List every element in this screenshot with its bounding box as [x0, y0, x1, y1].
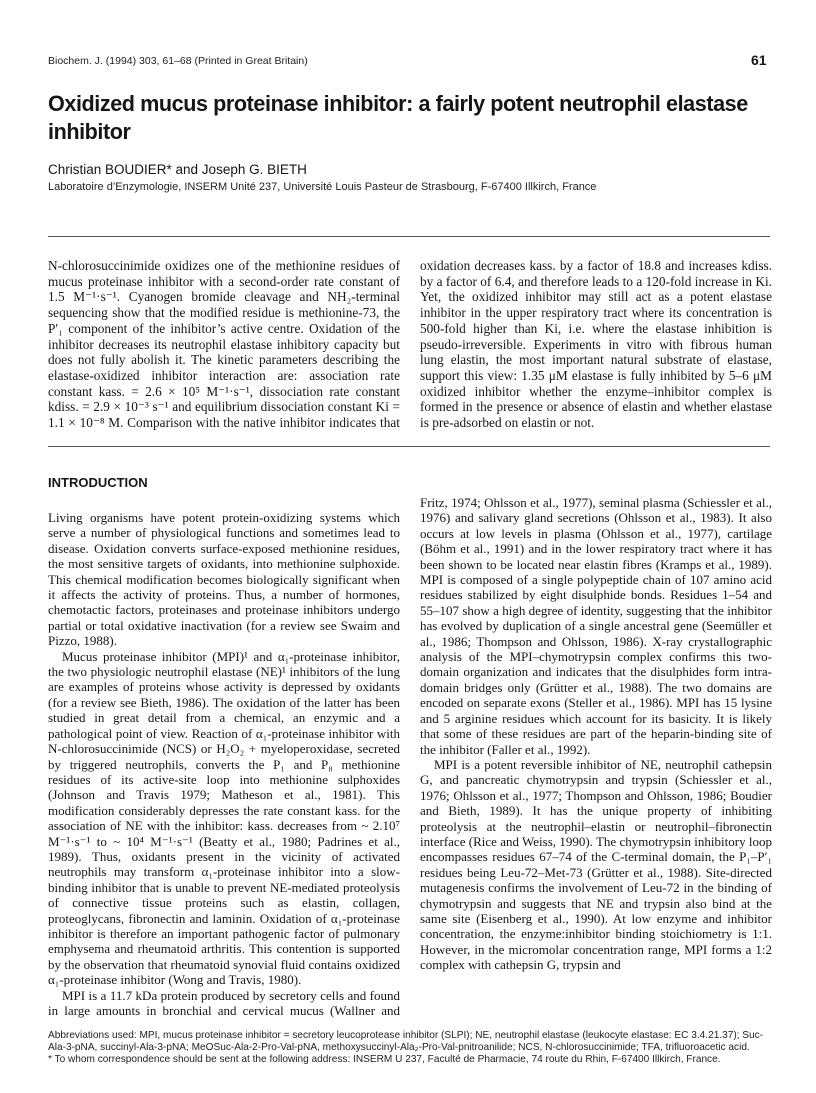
- article-body: [48, 475, 772, 1020]
- body-paragraph: MPI is a 11.7 kDa protein produced by secretory cells and found in large amounts in bronchial and cervical mucus (Wallner and Fritz, 1974; Ohlsson et al., 1977), seminal plasma (Schiessler et al., 1976) and salivary gland secretions (Ohlsson et al., 1983). It also occurs at low levels in plasma (Ohlsson et al., 1977), cartilage (Böhm et al., 1991) and in the lower respiratory tract where it has been shown to be located near elastin fibres (Kramps et al., 1989). MPI is composed of a single polypeptide chain of 107 amino acid residues stabilized by eight disulphide bonds. Residues 1–54 and 55–107 show a high degree of identity, suggesting that the inhibitor has evolved by duplication of a single ancestral gene (Seemüller et al., 1986; Thompson and Ohlsson, 1986). X-ray crystallographic analysis of the MPI–chymotrypsin complex confirms this two-domain organization and indicates that the disulphides form intra-domain bridges only (Grütter et al., 1988). The two domains are encoded on separate exons (Steller et al., 1986). MPI has 15 lysine and 5 arginine residues which account for its basicity. It is likely that some of these residues are part of the heparin-binding site of the inhibitor (Faller et al., 1992).: [48, 495, 772, 1018]
- abstract: N-chlorosuccinimide oxidizes one of the methionine residues of mucus proteinase inhibitor with a second-order rate constant of 1.5 M⁻¹·s⁻¹. Cyanogen bromide cleavage and NH₂-terminal sequencing show that the modified residue is methionine-73, the P′₁ component of the inhibitor’s active centre. Oxidation of the inhibitor decreases its neutrophil elastase inhibitory capacity but does not fully abolish it. The kinetic parameters describing the elastase-oxidized inhibitor interaction are: association rate constant kass. = 2.6 × 10⁵ M⁻¹·s⁻¹, dissociation rate constant kdiss. = 2.9 × 10⁻³ s⁻¹ and equilibrium dissociation constant Ki = 1.1 × 10⁻⁸ M. Comparison with the native inhibitor indicates that oxidation decreases kass. by a factor of 18.8 and increases kdiss. by a factor of 6.4, and therefore leads to a 120-fold increase in Ki. Yet, the oxidized inhibitor may still act as a potent elastase inhibitor in the upper respiratory tract where its concentration is 500-fold higher than Ki, i.e. where the elastase inhibition is pseudo-irreversible. Experiments in vitro with fibrous human lung elastin, the most important natural substrate of elastase, support this view: 1.35 μM elastase is fully inhibited by 5–6 μM oxidized inhibitor whether the enzyme–inhibitor complex is formed in the presence or absence of elastin and whether elastase is pre-adsorbed on elastin or not.: [48, 258, 772, 431]
- abstract-bottom-rule: [48, 446, 770, 447]
- article-title: Oxidized mucus proteinase inhibitor: a fairly potent neutrophil elastase inhibitor: [48, 91, 748, 144]
- author-affiliation: Laboratoire d’Enzymologie, INSERM Unité 237, Université Louis Pasteur de Strasbourg, F-67400 Illkirch, France: [48, 181, 597, 193]
- body-paragraph: MPI is a potent reversible inhibitor of NE, neutrophil cathepsin G, and pancreatic chymotrypsin and trypsin (Schiessler et al., 1976; Ohlsson et al., 1977; Thompson and Ohlsson, 1986; Boudier and Bieth, 1989). It has the unique property of inhibiting proteolysis at the neutrophil–elastin or neutrophil–fibronectin interface (Rice and Weiss, 1990). The chymotrypsin inhibitory loop encompasses residues 67–74 of the C-terminal domain, the P₁–P′₁ residues being Leu-72–Met-73 (Grütter et al., 1988). Site-directed mutagenesis confirms the involvement of Leu-72 in the binding of chymotrypsin and suggests that NE and trypsin also bind at the same site (Eisenberg et al., 1990). At low enzyme and inhibitor concentration, the enzyme:inhibitor binding stoichiometry is 1:1. However, in the micromolar concentration range, MPI forms a 1:2 complex with cathepsin G, trypsin and: [420, 756, 772, 973]
- journal-reference: Biochem. J. (1994) 303, 61–68 (Printed in Great Britain): [48, 55, 308, 67]
- abbreviations-footnote: Abbreviations used: MPI, mucus proteinase inhibitor = secretory leucoprotease inhibitor (SLPI); NE, neutrophil elastase (leukocyte elastase: EC 3.4.21.37); Suc-Ala-3-pNA, succinyl-Ala-3-pNA; MeOSuc-Ala-2-Pro-Val-pNA, methoxysuccinyl-Ala₂-Pro-Val-pnitroanilide; NCS, N-chlorosuccinimide; TFA, trifluoroacetic acid.: [48, 1030, 764, 1054]
- abstract-top-rule: [48, 236, 770, 237]
- correspondence-footnote: * To whom correspondence should be sent at the following address: INSERM U 237, Faculté de Pharmacie, 74 route du Rhin, F-67400 Illkirch, France.: [48, 1054, 721, 1066]
- footnotes: [48, 1030, 772, 1067]
- body-paragraph: Mucus proteinase inhibitor (MPI)¹ and α₁-proteinase inhibitor, the two physiologic neutrophil elastase (NE)¹ inhibitors of the lung are examples of proteins whose activity is depressed by oxidants (for a review see Bieth, 1986). The oxidation of the latter has been studied in great detail from a chemical, an enzymic and a pathological point of view. Reaction of α₁-proteinase inhibitor with N-chlorosuccinimide (NCS) or H₂O₂ + myeloperoxidase, secreted by triggered neutrophils, converts the P₁ and P₈ methionine residues of its active-site loop into methionine sulphoxides (Johnson and Travis 1979; Matheson et al., 1981). This modification considerably depresses the rate constant kass. for the association of NE with the inhibitor: kass. decreases from ~ 2.10⁷ M⁻¹·s⁻¹ to ~ 10⁴ M⁻¹·s⁻¹ (Beatty et al., 1980; Padrines et al., 1989). Thus, oxidants present in the vicinity of activated neutrophils may transform α₁-proteinase inhibitor into a slow-binding inhibitor that is unable to prevent NE-mediated proteolysis of connective tissue proteins such as elastin, collagen, proteoglycans, fibronectin and laminin. Oxidation of α₁-proteinase inhibitor is therefore an important pathogenic factor of pulmonary emphysema and rheumatoid arthritis. This contention is supported by the observation that rheumatoid synovial fluid contains oxidized α₁-proteinase inhibitor (Wong and Travis, 1980).: [48, 648, 400, 988]
- article-authors: Christian BOUDIER* and Joseph G. BIETH: [48, 162, 307, 177]
- page-number: 61: [751, 52, 767, 68]
- body-paragraph: Living organisms have potent protein-oxidizing systems which serve a number of physiological functions and sometimes lead to disease. Oxidation converts surface-exposed methionine residues, the most sensitive targets of oxidants, into methionine sulphoxide. This chemical modification becomes biologically significant when it affects the activity of proteins. Thus, a number of hormones, chemotactic factors, proteinases and proteinase inhibitors undergo partial or total oxidative inactivation (for a review see Swaim and Pizzo, 1988).: [48, 510, 400, 649]
- section-heading-introduction: INTRODUCTION: [48, 475, 148, 490]
